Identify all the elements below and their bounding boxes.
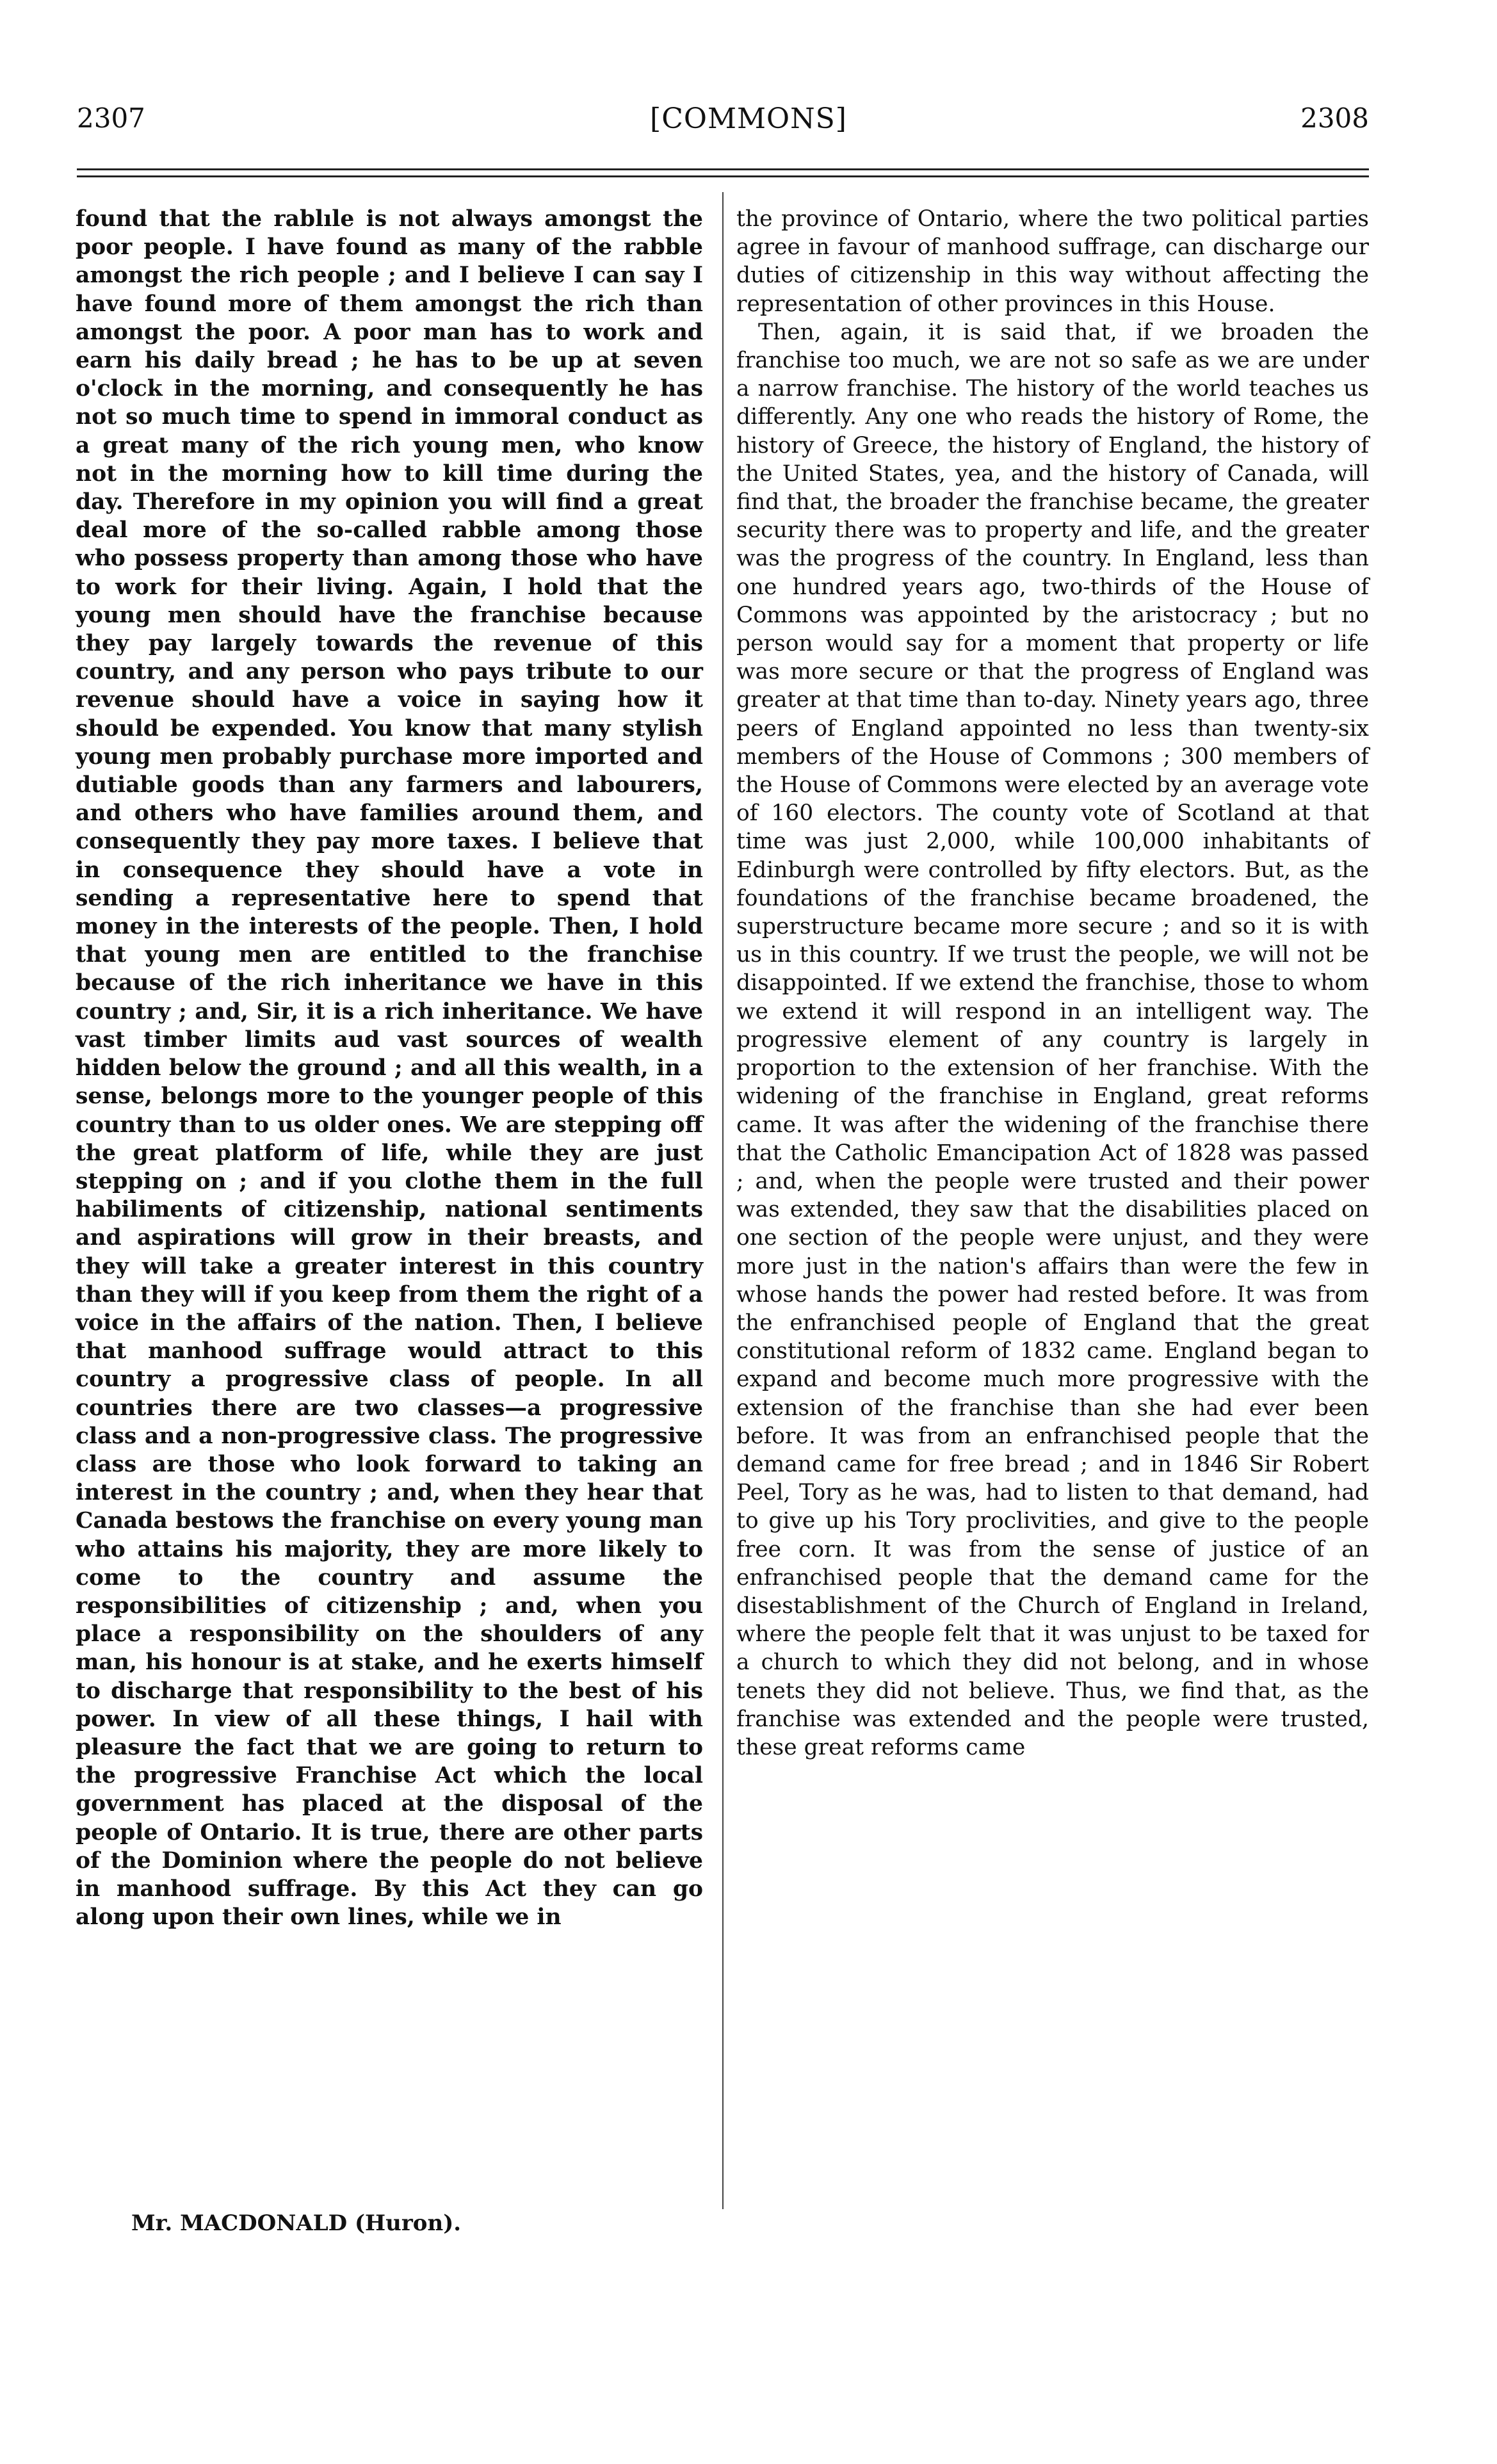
column-divider: [722, 192, 724, 2209]
left-paragraph: found that the rablıle is not always amongst the poor people. I have found as many of the rabble amongst the rich people ; and I believe I can say I have found more of them amongst the rich than amongst the poor. A poor man has to work and earn his daily bread ; he has to be up at seven o'clock in the morning, and consequently he has not so much time to spend in immoral conduct as a great many of the rich young men, who know not in the morning how to kill time during the day. Therefore in my opinion you will find a great deal more of the so-called rabble among those who possess property than among those who have to work for their living. Again, I hold that the young men should have the franchise because they pay largely towards the revenue of this country, and any person who pays tribute to our revenue should have a voice in saying how it should be expended. You know that many stylish young men probably purchase more imported and dutiable goods than any farmers and labourers, and others who have families around them, and consequently they pay more taxes. I believe that in consequence they should have a vote in sending a representative here to spend that money in the interests of the people. Then, I hold that young men are entitled to the franchise because of the rich inheritance we have in this country ; and, Sir, it is a rich inheritance. We have vast timber limits aud vast sources of wealth hidden below the ground ; and all this wealth, in a sense, belongs more to the younger people of this country than to us older ones. We are stepping off the great platform of life, while they are just stepping on ; and if you clothe them in the full habiliments of citizenship, national sentiments and aspirations will grow in their breasts, and they will take a greater interest in this country than they will if you keep from them the right of a voice in the affairs of the nation. Then, I believe that manhood suffrage would attract to this country a progressive class of people. In all countries there are two classes—a progressive class and a non-progressive class. The progressive class are those who look forward to taking an interest in the country ; and, when they hear that Canada bestows the franchise on every young man who attains his majority, they are more likely to come to the country and assume the responsibilities of citizenship ; and, when you place a responsibility on the shoulders of any man, his honour is at stake, and he exerts himself to discharge that responsibility to the best of his power. In view of all these things, I hail with pleasure the fact that we are going to return to the progressive Franchise Act which the local government has placed at the disposal of the people of Ontario. It is true, there are other parts of the Dominion where the people do not believe in manhood suffrage. By this Act they can go along upon their own lines, while we in: [76, 206, 703, 1931]
right-column: [736, 205, 1369, 1762]
right-paragraph-1: the province of Ontario, where the two political parties agree in favour of manhood suffrage, can discharge our duties of citizenship in this way without affecting the representation of other provinces in this House.: [736, 206, 1369, 317]
page-number-left: 2307: [77, 102, 145, 134]
header-rule-bottom: [77, 175, 1369, 177]
running-head: [COMMONS]: [650, 102, 847, 135]
speaker-footer: Mr. MACDONALD (Huron).: [131, 2210, 462, 2236]
page-number-right: 2308: [1300, 102, 1369, 134]
page-header: [0, 102, 1497, 160]
right-paragraph-2: Then, again, it is said that, if we broaden the franchise too much, we are not so safe as we are under a narrow franchise. The history of the world teaches us differently. Any one who reads the history of Rome, the history of Greece, the history of England, the history of the United States, yea, and the history of Canada, will find that, the broader the franchise became, the greater security there was to property and life, and the greater was the progress of the country. In England, less than one hundred years ago, two-thirds of the House of Commons was appointed by the aristocracy ; but no person would say for a moment that property or life was more secure or that the progress of England was greater at that time than to-day. Ninety years ago, three peers of England appointed no less than twenty-six members of the House of Commons ; 300 members of the House of Commons were elected by an average vote of 160 electors. The county vote of Scotland at that time was just 2,000, while 100,000 inhabitants of Edinburgh were controlled by fifty electors. But, as the foundations of the franchise became broadened, the superstructure became more secure ; and so it is with us in this country. If we trust the people, we will not be disappointed. If we extend the franchise, those to whom we extend it will respond in an intelligent way. The progressive element of any country is largely in proportion to the extension of her franchise. With the widening of the franchise in England, great reforms came. It was after the widening of the franchise there that the Catholic Emancipation Act of 1828 was passed ; and, when the people were trusted and their power was extended, they saw that the disabilities placed on one section of the people were unjust, and they were more just in the nation's affairs than were the few in whose hands the power had rested before. It was from the enfranchised people of England that the great constitutional reform of 1832 came. England began to expand and become much more progressive with the extension of the franchise than she had ever been before. It was from an enfranchised people that the demand came for free bread ; and in 1846 Sir Robert Peel, Tory as he was, had to listen to that demand, had to give up his Tory proclivities, and give to the people free corn. It was from the sense of justice of an enfranchised people that the demand came for the disestablishment of the Church of England in Ireland, where the people felt that it was unjust to be taxed for a church to which they did not belong, and in whose tenets they did not believe. Thus, we find that, as the franchise was extended and the people were trusted, these great reforms came: [736, 319, 1369, 1760]
left-column: [76, 205, 703, 1931]
header-rule-top: [77, 168, 1369, 170]
